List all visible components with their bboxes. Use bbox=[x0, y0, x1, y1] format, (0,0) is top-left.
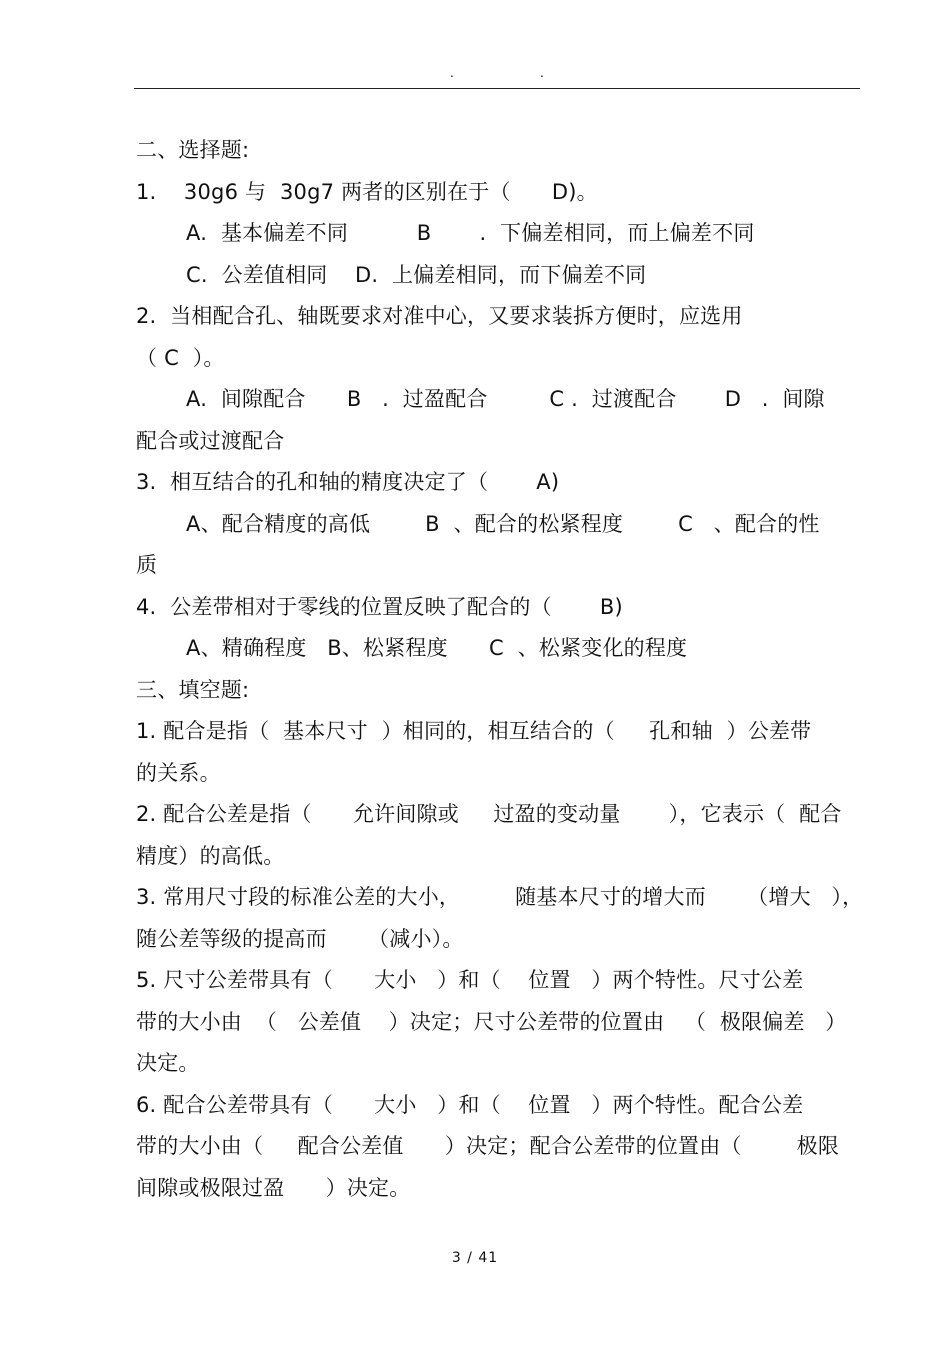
question-2-answer: （ C ）。 bbox=[136, 345, 225, 370]
fill-6: 6. 配合公差带具有（ 大小 ）和（ 位置 ）两个特性。配合公差 bbox=[136, 1092, 804, 1117]
header-rule bbox=[134, 88, 860, 89]
fill-1-cont: 的关系。 bbox=[136, 760, 221, 785]
question-1: 1. 30g6 与 30g7 两者的区别在于（ D)。 bbox=[136, 179, 598, 204]
header-dot-left: . bbox=[450, 66, 454, 80]
section-heading-choice: 二、选择题: bbox=[136, 138, 250, 162]
question-3-options-cont: 质 bbox=[136, 553, 158, 577]
header-marks bbox=[0, 66, 950, 82]
fill-2-cont: 精度）的高低。 bbox=[136, 843, 285, 868]
fill-1: 1. 配合是指（ 基本尺寸 ）相同的，相互结合的（ 孔和轴 ）公差带 bbox=[136, 719, 812, 743]
fill-3-cont: 随公差等级的提高而 （减小）。 bbox=[136, 926, 464, 951]
question-2-options: A. 间隙配合 B . 过盈配合 C . 过渡配合 D . 间隙 bbox=[186, 387, 825, 411]
header-dot-right: . bbox=[540, 66, 544, 80]
question-3: 3. 相互结合的孔和轴的精度决定了（ A) bbox=[136, 470, 560, 494]
question-2-options-cont: 配合或过渡配合 bbox=[136, 428, 285, 453]
fill-5-cont2: 决定。 bbox=[136, 1051, 200, 1075]
fill-5: 5. 尺寸公差带具有（ 大小 ）和（ 位置 ）两个特性。尺寸公差 bbox=[136, 968, 804, 992]
question-1-options-c-d: C. 公差值相同 D. 上偏差相同，而下偏差不同 bbox=[186, 262, 647, 287]
question-2: 2. 当相配合孔、轴既要求对准中心，又要求装拆方便时，应选用 bbox=[136, 304, 743, 328]
question-4: 4. 公差带相对于零线的位置反映了配合的（ B) bbox=[136, 594, 623, 619]
document-body bbox=[136, 130, 864, 1209]
fill-2: 2. 配合公差是指（ 允许间隙或 过盈的变动量 ），它表示（ 配合 bbox=[136, 802, 842, 826]
fill-6-cont: 带的大小由（ 配合公差值 ）决定；配合公差带的位置由（ 极限 bbox=[136, 1134, 840, 1158]
page-number: 3 / 41 bbox=[451, 1250, 499, 1266]
fill-3: 3. 常用尺寸段的标准公差的大小， 随基本尺寸的增大而 （增大 ）， bbox=[136, 885, 864, 909]
question-4-options: A、精确程度 B、松紧程度 C 、松紧变化的程度 bbox=[186, 636, 688, 660]
fill-5-cont: 带的大小由 （ 公差值 ）决定；尺寸公差带的位置由 （ 极限偏差 ） bbox=[136, 1009, 847, 1034]
question-3-options: A、配合精度的高低 B 、配合的松紧程度 C 、配合的性 bbox=[186, 511, 820, 536]
fill-6-cont2: 间隙或极限过盈 ）决定。 bbox=[136, 1175, 411, 1200]
section-heading-fill: 三、填空题: bbox=[136, 677, 250, 702]
question-1-options-a-b: A. 基本偏差不同 B . 下偏差相同，而上偏差不同 bbox=[186, 221, 755, 245]
